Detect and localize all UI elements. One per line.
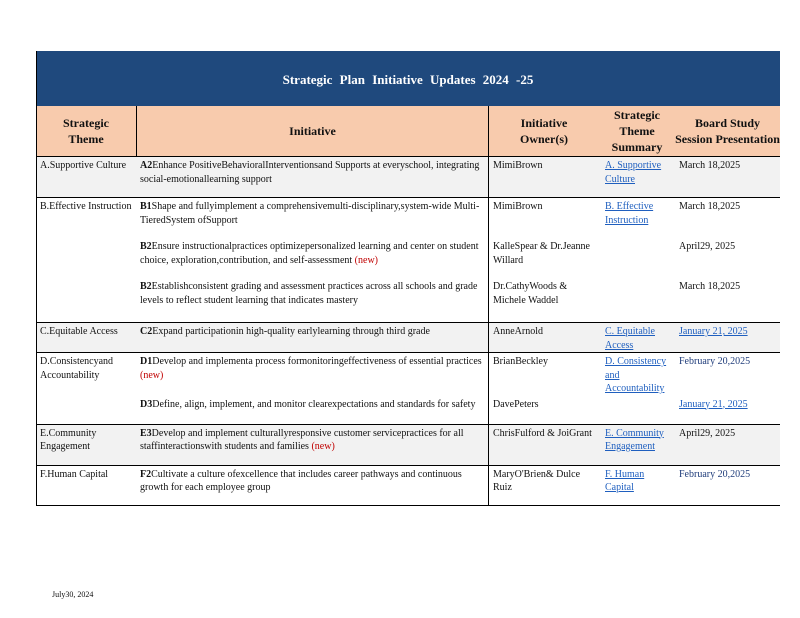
initiative-cell [136,353,488,396]
board-date[interactable]: January 21, 2025 [679,326,748,337]
table-row [36,323,780,352]
header-theme: Strategic Theme [63,116,109,146]
new-badge: (new) [354,254,378,266]
table-row [36,353,780,396]
board-date-cell [675,157,780,197]
column-divider [488,106,489,506]
table-row [36,238,780,278]
summary-cell [599,466,675,506]
summary-cell [599,198,675,238]
table-row [36,466,780,506]
table-row [36,157,780,197]
header-board: Board Study Session Presentation [675,116,780,146]
summary-cell [599,278,675,322]
board-date: March 18,2025 [679,201,741,212]
initiative-text: Define, align, implement, and monitor clearexpectations and standards for safety [152,398,476,410]
table-row [36,396,780,424]
theme-cell: D.Consistencyand Accountability [40,356,114,381]
initiative-code: B1 [140,201,152,212]
initiative-code: D3 [140,398,153,410]
header-row [36,106,780,156]
table-bottom-rule [36,505,780,506]
board-date-cell [675,198,780,238]
summary-link[interactable]: A. Supportive Culture [605,160,662,185]
theme-cell [36,238,136,278]
table-title-bar [36,51,780,106]
owner-cell: Dr.CathyWoods & Michele Waddel [493,281,568,306]
board-date: February 20,2025 [679,468,751,480]
owner-cell: MimiBrown [493,160,543,171]
theme-cell [36,278,136,322]
summary-cell [599,353,675,396]
initiative-text: Ensure instructionalpractices optimizepersonalized learning and center on student choice, exploration,contribution, and self-assessment [140,241,479,266]
owner-cell: AnneArnold [493,326,543,337]
theme-cell [36,396,136,424]
summary-link[interactable]: F. Human Capital [605,468,645,493]
board-date-cell [675,323,780,352]
owner-cell: MaryO'Brien& Dulce Ruiz [493,468,581,493]
owner-cell: DavePeters [493,398,539,410]
theme-group [36,465,780,506]
theme-group [36,352,780,424]
board-date[interactable]: January 21, 2025 [679,398,748,410]
board-date: March 18,2025 [679,160,741,171]
initiative-code: B2 [140,281,152,292]
owner-cell: ChrisFulford & JoiGrant [493,427,592,439]
theme-cell: B.Effective Instruction [40,201,132,212]
owner-cell: BrianBeckley [493,356,548,367]
theme-group [36,322,780,352]
initiative-code: A2 [140,160,153,171]
table-row [36,198,780,238]
theme-cell: E.Community Engagement [40,427,97,452]
summary-link[interactable]: B. Effective Instruction [605,201,654,226]
board-date-cell [675,238,780,278]
table-body [36,156,780,506]
initiative-code: D1 [140,356,153,367]
initiative-cell [136,396,488,424]
initiative-text: Cultivate a culture ofexcellence that includes career pathways and continuous growth for each employee group [140,468,462,493]
board-date: March 18,2025 [679,281,741,292]
table-row [36,425,780,465]
owner-cell: MimiBrown [493,201,543,212]
initiative-text: Expand participationin high-quality earlylearning through third grade [152,326,430,337]
header-owner: Initiative Owner(s) [488,106,599,156]
header-initiative: Initiative [136,106,488,156]
summary-cell [599,425,675,465]
board-date-cell [675,278,780,322]
summary-link[interactable]: D. Consistency and Accountability [605,356,667,394]
initiative-text: Enhance PositiveBehavioralInterventionsand Supports at everyschool, integrating social-emotionallearning support [140,160,480,185]
owner-cell: KalleSpear & Dr.Jeanne Willard [493,241,590,266]
board-date: April29, 2025 [679,241,736,252]
summary-link[interactable]: E. Community Engagement [605,427,664,452]
initiative-code: C2 [140,326,153,337]
theme-group [36,156,780,197]
board-date-cell [675,396,780,424]
new-badge: (new) [311,441,335,452]
initiative-code: B2 [140,241,152,252]
initiative-code: E3 [140,427,152,439]
summary-cell [599,157,675,197]
initiative-cell [136,425,488,465]
new-badge: (new) [140,369,164,381]
initiative-text: Develop and implement culturallyresponsive customer servicepractices for all staffinteractionswith students and families [140,427,464,452]
initiative-text: Establishconsistent grading and assessment practices across all schools and grade levels to reflect student learning that indicates mastery [140,281,478,306]
table-row [36,278,780,322]
initiative-cell [136,323,488,352]
summary-cell [599,323,675,352]
initiative-cell [136,238,488,278]
initiative-cell [136,198,488,238]
summary-link[interactable]: C. Equitable Access [605,326,655,351]
initiative-code: F2 [140,468,152,480]
board-date: April29, 2025 [679,427,736,439]
theme-cell: F.Human Capital [40,468,109,480]
initiative-cell [136,157,488,197]
board-date-cell [675,425,780,465]
initiative-text: Shape and fullyimplement a comprehensivemulti-disciplinary,system-wide Multi-TieredSystem ofSupport [140,201,480,226]
initiative-cell [136,466,488,506]
board-date-cell [675,466,780,506]
board-date: February 20,2025 [679,356,751,367]
footer-date: July30, 2024 [52,590,94,599]
theme-cell: A.Supportive Culture [40,160,127,171]
theme-group [36,424,780,465]
header-summary: Strategic Theme Summary [611,108,663,154]
table-title: Strategic Plan Initiative Updates 2024 -25 [282,71,534,87]
strategic-plan-table [36,51,780,506]
initiative-cell [136,278,488,322]
summary-cell [599,396,675,424]
theme-group [36,197,780,322]
board-date-cell [675,353,780,396]
initiative-text: Develop and implementa process formonitoringeffectiveness of essential practices [152,356,482,367]
theme-cell: C.Equitable Access [40,326,118,337]
summary-cell [599,238,675,278]
